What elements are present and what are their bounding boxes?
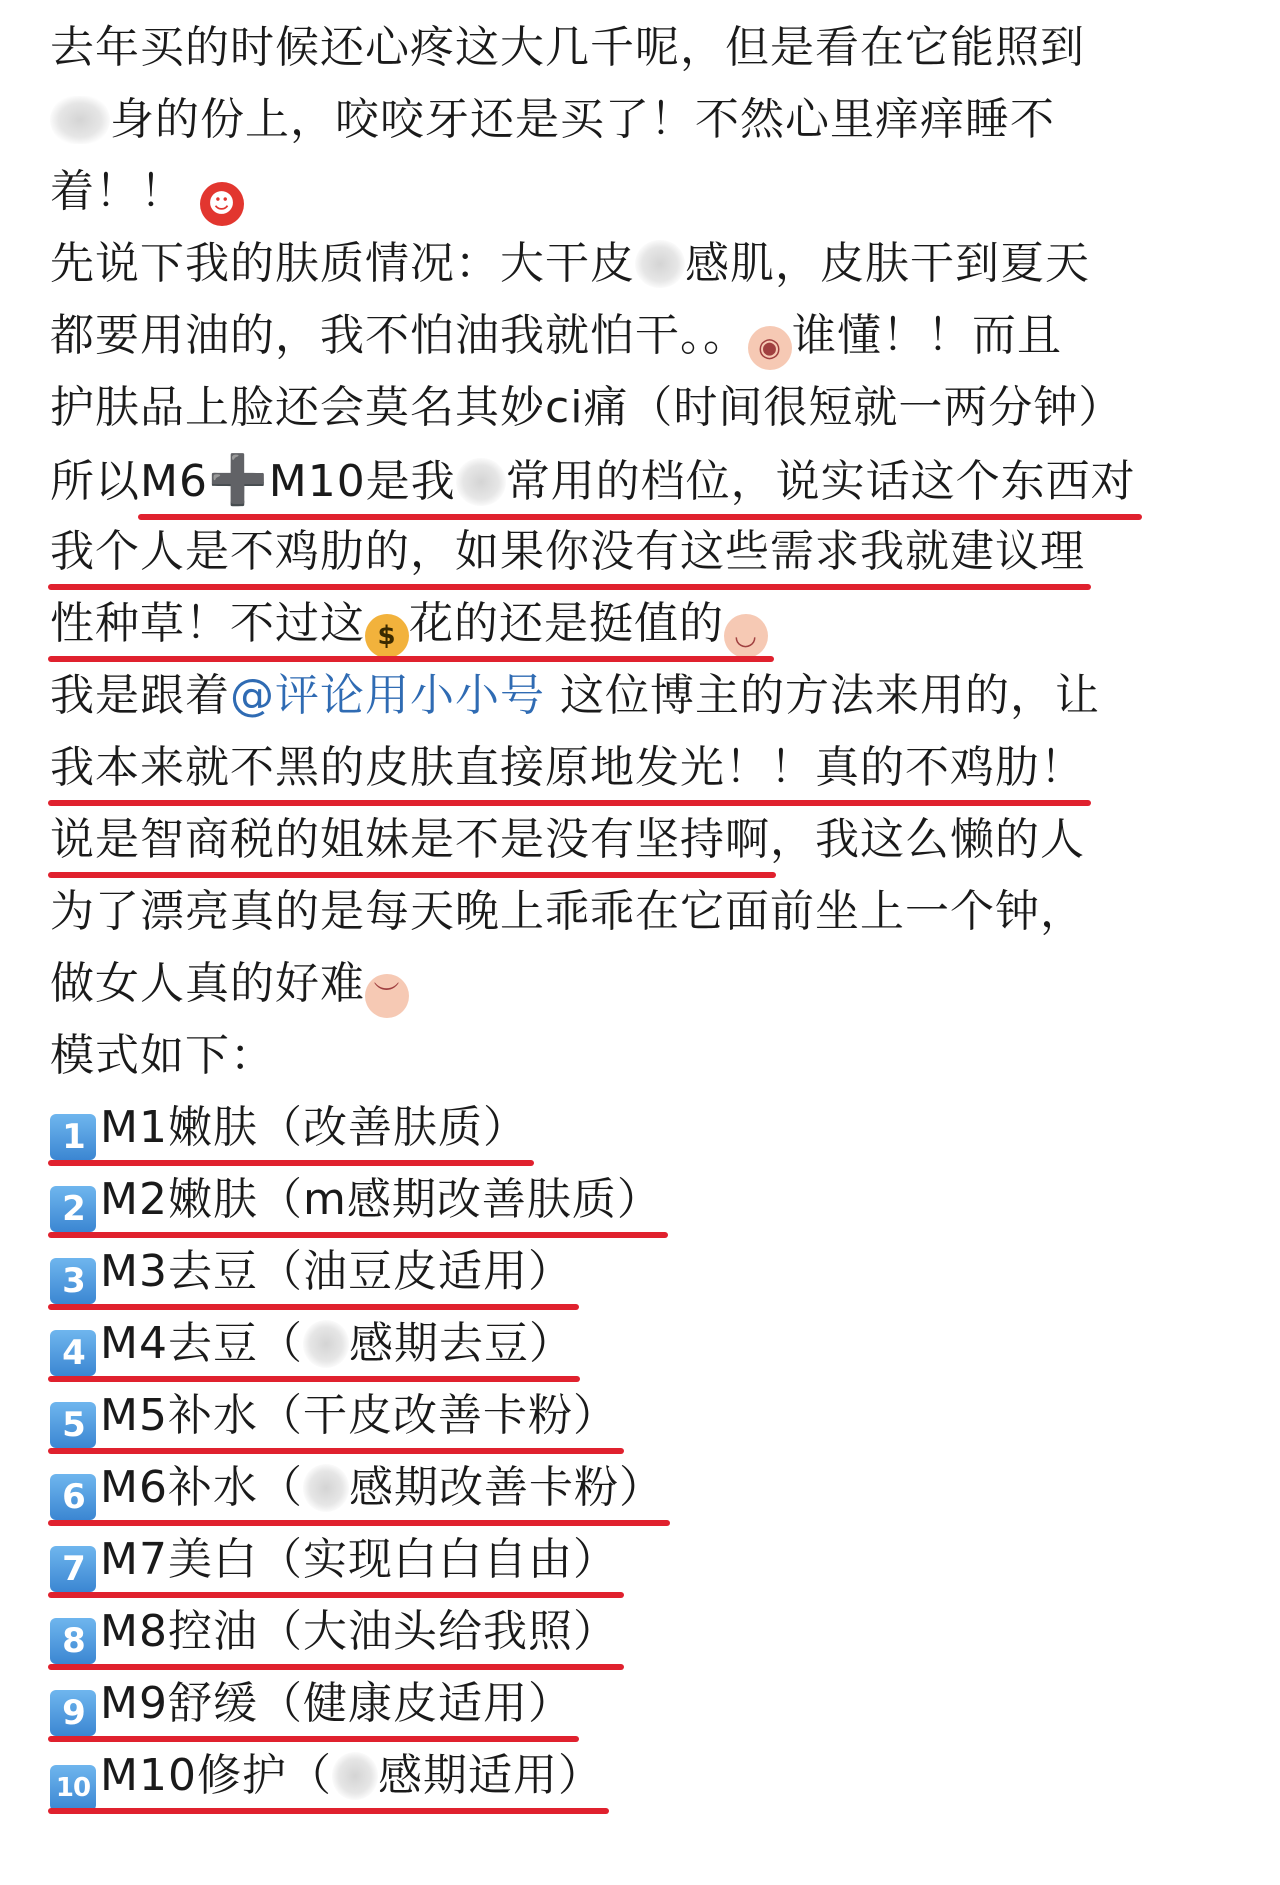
mode-item	[50, 1668, 1240, 1740]
mode-item	[50, 1452, 1240, 1524]
text-line	[50, 372, 1240, 444]
text-line	[50, 1020, 1240, 1092]
text-line	[50, 876, 1240, 948]
text-line	[50, 12, 1240, 84]
paragraph-text: 为了漂亮真的是每天晚上乖乖在它面前坐上一个钟，	[50, 886, 1085, 937]
underlined-text: 9 M9舒缓（健康皮适用）	[50, 1668, 573, 1740]
paragraph-text: ，我这么懒的人	[770, 814, 1085, 865]
number-badge-icon: 10	[50, 1765, 96, 1811]
paragraph-text: 都要用油的，我不怕油我就怕干。。	[50, 310, 748, 361]
number-badge-icon: 8	[50, 1618, 96, 1664]
underlined-text: 4 M4去豆（ 感期去豆）	[50, 1308, 574, 1380]
happy-face-emoji: ◡	[724, 614, 768, 658]
text-line	[50, 228, 1240, 300]
scream-emoji: ◉	[748, 326, 792, 370]
blurred-text	[332, 1752, 378, 1800]
number-badge-icon: 4	[50, 1330, 96, 1376]
blurred-text	[303, 1320, 349, 1368]
post-body	[50, 12, 1240, 1812]
underlined-text: 2 M2嫩肤（m感期改善肤质）	[50, 1164, 662, 1236]
mode-item	[50, 1524, 1240, 1596]
mode-item	[50, 1740, 1240, 1812]
number-badge-icon: 9	[50, 1690, 96, 1736]
underlined-text: M6➕M10是我 常用的档位，说实话这个东西对	[140, 444, 1136, 518]
text-line	[50, 660, 1240, 732]
number-badge-icon: 6	[50, 1474, 96, 1520]
mode-item	[50, 1380, 1240, 1452]
text-line	[50, 804, 1240, 876]
money-bag-emoji: $	[365, 614, 409, 658]
text-line	[50, 300, 1240, 372]
blurred-text	[456, 458, 506, 506]
text-line	[50, 84, 1240, 156]
user-mention-link[interactable]: @评论用小小号	[230, 670, 545, 721]
paragraph-text: 身的份上，咬咬牙还是买了！不然心里痒痒睡不	[110, 94, 1055, 145]
modes-title: 模式如下：	[50, 1030, 275, 1081]
underlined-text: 性种草！不过这 $ 花的还是挺值的 ◡	[50, 588, 768, 660]
text-line	[50, 444, 1240, 516]
paragraph-text: 谁懂！！而且	[792, 310, 1062, 361]
mode-item	[50, 1308, 1240, 1380]
text-line	[50, 948, 1240, 1020]
underlined-text: 说是智商税的姐妹是不是没有坚持啊	[50, 804, 770, 876]
mode-item	[50, 1092, 1240, 1164]
blurred-text	[635, 240, 685, 288]
paragraph-text: 护肤品上脸还会莫名其妙ci痛（时间很短就一两分钟）	[50, 382, 1124, 433]
number-badge-icon: 5	[50, 1402, 96, 1448]
text-line	[50, 588, 1240, 660]
mode-item	[50, 1236, 1240, 1308]
paragraph-text: 先说下我的肤质情况：大干皮	[50, 238, 635, 289]
mode-item	[50, 1596, 1240, 1668]
paragraph-text: 所以	[50, 456, 140, 507]
underlined-text: 5 M5补水（干皮改善卡粉）	[50, 1380, 618, 1452]
paragraph-text: 这位博主的方法来用的，让	[545, 670, 1100, 721]
blurred-text	[50, 96, 110, 144]
paragraph-text: 感肌，皮肤干到夏天	[685, 238, 1090, 289]
number-badge-icon: 3	[50, 1258, 96, 1304]
text-line	[50, 516, 1240, 588]
text-line	[50, 156, 1240, 228]
number-badge-icon: 1	[50, 1114, 96, 1160]
paragraph-text: 着！！	[50, 166, 185, 217]
underlined-text: 10 M10修护（ 感期适用）	[50, 1740, 603, 1812]
underlined-text: 我本来就不黑的皮肤直接原地发光！！真的不鸡肋！	[50, 732, 1085, 804]
underlined-text: 7 M7美白（实现白白自由）	[50, 1524, 618, 1596]
number-badge-icon: 7	[50, 1546, 96, 1592]
devil-emoji: ☻	[200, 182, 244, 226]
underlined-text: 我个人是不鸡肋的，如果你没有这些需求我就建议理	[50, 516, 1085, 588]
paragraph-text: 做女人真的好难	[50, 958, 365, 1009]
underlined-text: 3 M3去豆（油豆皮适用）	[50, 1236, 573, 1308]
mode-item	[50, 1164, 1240, 1236]
sad-face-emoji: ︶	[365, 974, 409, 1018]
paragraph-text: 我是跟着	[50, 670, 230, 721]
paragraph-text: 去年买的时候还心疼这大几千呢，但是看在它能照到	[50, 22, 1085, 73]
number-badge-icon: 2	[50, 1186, 96, 1232]
blurred-text	[303, 1464, 349, 1512]
text-line	[50, 732, 1240, 804]
underlined-text: 8 M8控油（大油头给我照）	[50, 1596, 618, 1668]
underlined-text: 1 M1嫩肤（改善肤质）	[50, 1092, 528, 1164]
plus-icon: ➕	[207, 452, 269, 508]
underlined-text: 6 M6补水（ 感期改善卡粉）	[50, 1452, 664, 1524]
